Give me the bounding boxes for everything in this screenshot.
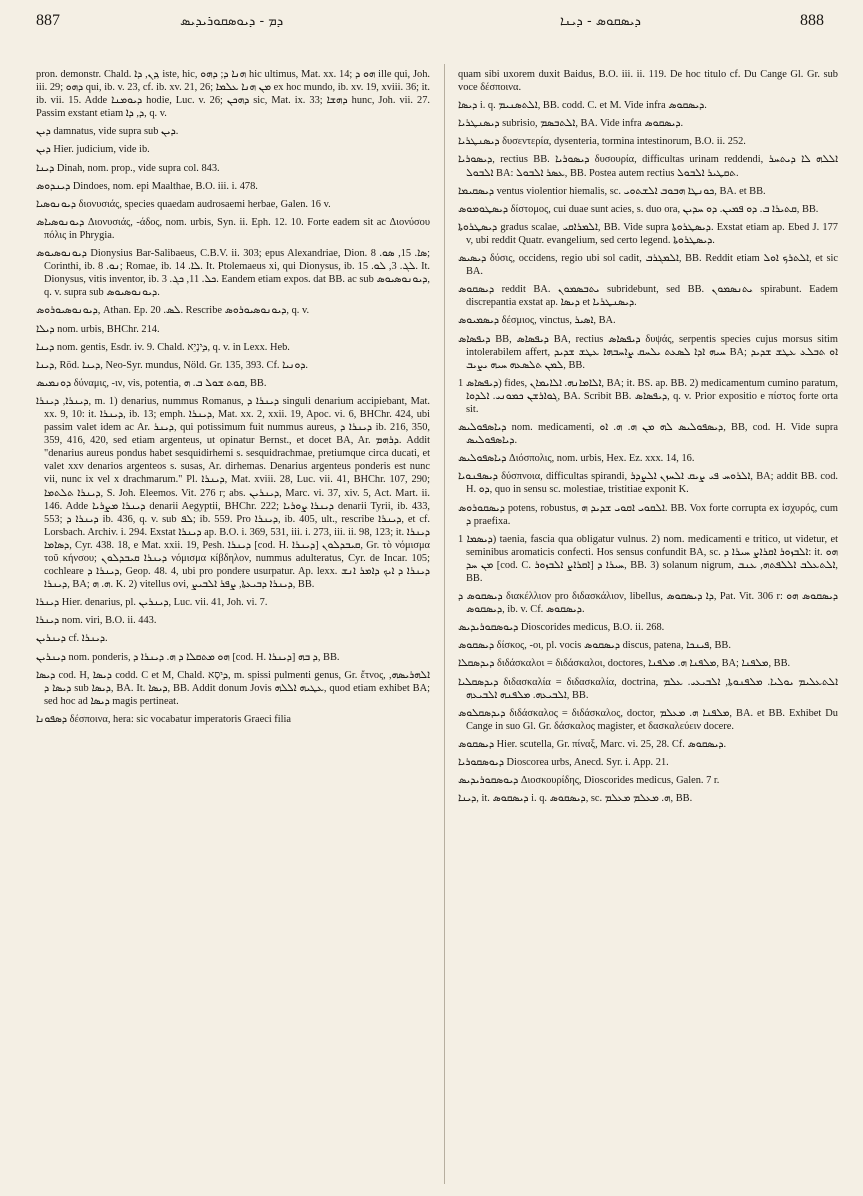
- dictionary-entry: ܕܣܦܘܢܐ δέσποινα, hera: sic vocabatur imperatoris Graeci filia: [36, 713, 292, 725]
- page-header: [0, 0, 863, 30]
- dictionary-entry: ܕܝܣܐ cod. H, ܕܝܣܐ codd. C et M, Chald. ܕִּיסָא, m. spissi pulmenti genus, Gr. ἔτνος, ܐܠܗܪܝܣܗ, ܕܝܣܐ ܕ sub ܕܝܣܐ, BA. It. ܕܝܣܐ, BB. Addit donum Jovis ܥܛܝܗ ܐܠܠܗ, quod etiam exhibet BA; sed hoc ad ܕܝܣܐ magis pertineat.: [36, 669, 430, 707]
- left-column: [36, 68, 430, 1178]
- dictionary-entry: ܕܝܢܐ Dinah, nom. prop., vide supra col. 843.: [36, 162, 220, 174]
- dictionary-entry: ܕܝܐܣܦܘܠܝܣ nom. medicamenti, ܕܝܣܦܘܠܝܣ ܠܗ ܡܢ ܗ. ܗ. ܐܘ, BB, cod. H. Vide supra ܕܝܐܣܦܘܠܝܣ.: [458, 422, 838, 447]
- dictionary-entry: ܕܝܢܐ nom. gentis, Esdr. iv. 9. Chald. ܕִּינָיֵא, q. v. in Lexx. Heb.: [36, 341, 290, 353]
- dictionary-entry: ܕܝܣܩܝܡܐ ventus violentior hiemalis, sc. ܟܘܢܛܐ ܗܒܘܒ ܐܠܫܬܘܝ, BA. et BB.: [458, 185, 766, 197]
- dictionary-entry: ܕܝܕܣܩܠܝܐ διδασκαλία = διδασκαλία, doctrina, ܐܠܬܥܠܝܡ ܝܘܠܝܐ. ܡܠܦܢܘܬܐ, ܐܠܒܝܥܝ. ܥܠܡ ܐܠܒܝܥܗ. ܡܠܦܢܗ ܐܠܒܝܥܗ, BB.: [458, 676, 838, 701]
- dictionary-entry: ܕܝܣܛܪܘܬܐ gradus scalae, ܐܠܡܪܐܩܝ, BB. Vide supra ܕܝܣܛܪܘܬܐ. Exstat etiam ap. Ebed J. 177 v, ubi reddit Quatr. evangelium, sed certo legend. ܕܝܣܛܪܘܬܐ.: [458, 221, 838, 246]
- dictionary-entry: ܕܝܘܣܩܘܪܝܕܝܣ Dioscorides medicus, B.O. ii. 268.: [458, 622, 665, 634]
- dictionary-entry: ܕܝܣܢܛܪܝܐ subrisio, ܐܠܬܒܣܡ, BA. Vide infra ܕܝܣܩܘܣ.: [458, 118, 684, 130]
- dictionary-entry: pron. demonstr. Chald. ܕܢ, ܕܐ, iste, hic, ܗܢܐ ܕ; ܕܗܘ hic ultimus, Mat. xx. 14; ܗܘ ܕ ille qui, Joh. iii. 29; ܕܗܘ qui, ib. v. 23, cf. ib. xv. 21, 26; ܡܢ ܗܢܐ ܥܠܡܐ ex hoc mundo, ib. xv. 19, xviii. 36; it. ib. vii. 15. Adde ܕܝܘܡܢܐ hodie, Luc. v. 26; ܕܗܟܢ sic, Mat. ix. 33; ܕܗܫܐ hunc, Joh. vii. 27. Passim exstant etiam ܕ, ܕܐ, q. v.: [36, 69, 430, 120]
- running-title-right: ܕܝܣܩܘܣ - ܕܝܢܐ: [560, 14, 641, 29]
- right-column: [458, 68, 838, 1178]
- dictionary-entry: ܕܝܣܘܪܝܐ, rectius BB. ܕܝܣܘܪܝܐ δυσουρία, difficultas urinam reddendi, ܐܠܠܗ ܠܐ ܕܝܬܚܪ ܐܠܒܘܠ BA: ܥܣܪ ܐܠܒܘܠ, BB. Postea autem rectius ܬܩܛܝܪ ܐܠܒܘܠ.: [458, 154, 838, 179]
- dictionary-entry: ܕܝܘܢܘܣܝܐ διονυσιάς, species quaedam audrosaemi herbae, Galen. 16 v.: [36, 198, 331, 210]
- dictionary-entry: ܕܝܐܣܦܘܠܝܣ Διόσπολις, nom. urbis, Hex. Ez. xxx. 14, 16.: [458, 453, 695, 465]
- dictionary-entry: ܕܝܢܐ, Röd. ܕܝܢܐ, Neo-Syr. mundus, Nöld. Gr. 135, 393. Cf. ܕܘܢܝܐ.: [36, 359, 308, 371]
- dictionary-entry: ܕܝܣܡܝܘܣ δέσμιος, vinctus, ܐܣܝܪ, BA.: [458, 315, 616, 327]
- dictionary-entry: ܕܝܣܩܘܣ reddit BA. ܝܬܒܣܡܘܢ subridebunt, sed BB. ܝܬܢܣܡܘܢ spirabunt. Eadem discrepantia exstat ap. ܕܝܣܐ et ܕܝܣܢܛܪܝܐ.: [458, 284, 838, 309]
- dictionary-entry: ܕܝܘܢܘܣܝܐܣ Διονυσιάς, -άδος, nom. urbis, Syn. ii. Eph. 12. 10. Forte eadem sit ac Διονύσου πόλις in Phrygia.: [36, 216, 430, 241]
- page-number-left: 887: [36, 12, 60, 29]
- dictionary-entry: ܕܝܣܝܣ δύσις, occidens, regio ubi sol cadit, ܐܠܡܓܪܒ, BB. Reddit etiam ܐܠܬܪܟ ܐܘܠ, et sic BA.: [458, 253, 838, 278]
- dictionary-entry: ܕܝܣܛܘܡܘܣ δίστομος, cui duae sunt acies, s. duo ora, ܩܬܝܪܐ ܒ. ܕܘ ܦܡܝܢ. ܕܘ ܚܕܝܢ, BB.: [458, 203, 819, 215]
- dictionary-entry: ܕܝܢܪܝܢ cf. ܕܝܢܪܐ.: [36, 633, 108, 645]
- dictionary-entry: ܕܝܣܩܘܣ Hier. scutella, Gr. πίναξ, Marc. vi. 25, 28. Cf. ܕܝܣܩܘܣ.: [458, 738, 727, 750]
- dictionary-entry: ܕܘܢܡܝܣ δύναμις, -ιν, vis, potentia, ܩܘܬ ܫܘܠ ܒ. ܗ, BB.: [36, 377, 267, 389]
- dictionary-entry: ܕܝܢܪܐ Hier. denarius, pl. ܕܝܢܪܝܢ, Luc. vii. 41, Joh. vi. 7.: [36, 597, 268, 609]
- dictionary-entry: ܕܝܘܣܩܘܪܝܕܝܣ Διοσκουρίδης, Dioscorides medicus, Galen. 7 r.: [458, 775, 720, 787]
- dictionary-entry: quam sibi uxorem duxit Baidus, B.O. iii. ii. 119. De hoc titulo cf. Du Cange Gl. Gr. sub voce δέσποινα.: [458, 69, 838, 94]
- dictionary-entry: ܕܝܣܩܘܪܘܣ potens, robustus, ܐܠܩܘܝ ܐܩܘܝ ܫܕܝܕ ܗ. BB. Vox forte corrupta ex ἰσχυρός, cum ܕ praefixa.: [458, 502, 838, 527]
- dictionary-entry: ܕܝܠܐ nom. urbis, BHChr. 214.: [36, 323, 160, 335]
- dictionary-entry: ܕܝܕܣܩܠܘܣ διδάσκαλος = διδάσκαλος, doctor, ܡܠܦܢܐ ܗ. ܡܥܠܡ, BA. et BB. Exhibet Du Cange in suo Gl. Gr. δάσκαλος magister, et δασκαλεύειν docere.: [458, 707, 838, 732]
- dictionary-entry: ܕܝܢܪܐ, ܕܝܢܪܐ, m. 1) denarius, nummus Romanus, ܕܝܢܪܐ ܕ singuli denarium accipiebant, Mat. xx. 9, 10: it. ܕܝܢܪܐ, ib. 13; emph. ܕܝܢܪܐ, Mat. xx. 2, xxii. 19, Apoc. vi. 6, BHChr. 424, ubi passim valet idem ac Ar. ܕܝܢܪ, qui potissimum fuit nummus aureus, ܕܝܢܪܐ ܕ ib. 216, 350, 359, 416, 420, sed etiam argenteus, ut opinatur Bernst., et docet BA, Ar. ܕܪܗܡ. Addit "denarius aureus pondus habet sesquidirhemi s. sesquidrachmae, pretiumque circa ducati, et valet xxv denarios argenteos s. susas, Ar. dirhemas. Denarius argenteus ponderis est nunc vii, nunc ix vel x drachmarum." Pl. ܕܝܢܪܐ, Mat. xviii. 28, Luc. vii. 41, BHChr. 107, 290; ܕܝܢܪܐ ܬܠܬܡܐ, S. Joh. Eleemos. Vit. 276 r; abs. ܕܝܢܪܝܢ, Marc. vi. 37, xiv. 5, Act. Mart. ii. 146. Adde ܕܝܢܪܐ ܡܨܪܝܐ denarii Aegyptii, BHChr. 222; ܕܝܢܪܐ ܨܘܪܝܐ denarii Tyrii, ib. 433, 553; ܕܝܢܪܐ ܕ ib. 436, q. v. sub ܠܦ; ib. 559. Pro ܕܝܢܪܐ, ib. 405, ult., rescribe ܕܝܢܪܐ, et cf. Lorsbach. Archiv. i. 294. Exstat ܕܝܢܪܐ ap. B.O. i. 369, 531, iii. i. 273, iii. ii. 98, 123; it. ܕܝܢܪܐ ܕܣܐܡܐ, Cyr. 438. 18, e Mat. xxii. 19, Pesh. ܕܝܢܪܐ [cod. H. ܕܝܢܪܐ] ܩܝܒܕܠܘܢ, Gr. τὸ νόμισμα τοῦ κήνσου; ܕܝܢܪܐ ܩܝܒܕܠܘܢ νόμισμα κίβδηλον, nummus adulteratus, Cyr. de Incar. 105; cochleare ܕܝܢܪܐ ܕ, Geop. 48. 4, ubi pro pondere usurpatur. Ap. lexx. ܕܝܢܪܐ ܕ ܐܝܟ ܕܐܡܪ ܐܢܫ ܕܝܢܪܐ, BA; ܗ. ܗ. K. 2) vitellus ovi, ܕܝܢܪܐ ܕܒܝܥܬܐ, ܨܦܪ ܐܠܒܝܨ, BB.: [36, 395, 430, 591]
- dictionary-entry: ܕܝܦܣܐܣ BB, ܕܝܦܣܐܣ BA, rectius ܕܝܦܣܐܣ δυψάς, serpentis species cujus morsus sitim intolerabilem affert, ܚܝܗ ܐܕܐ ܠܣܥܬ ܝܠܚܩ ܨܐܚܒܗܐ ܥܛܫ ܫܕܝܕ BA; ܐܘ ܬܒܠܥ ܥܛܫ ܫܕܝܕ ܠܡܢ ܬܠܣܥܗ ܚܝܗ ܝܨܝܒ, BB.: [458, 333, 838, 371]
- dictionary-entry: ܕܝܣܢܛܪܝܐ δυσεντερία, dysenteria, tormina intestinorum, B.O. ii. 252.: [458, 136, 746, 148]
- dictionary-entry: ܕܝܢܕܘܣ Dindoes, nom. epi Maalthae, B.O. iii. i. 478.: [36, 180, 258, 192]
- dictionary-entry: ܕܝܣܩܘܣ ܕ διακέλλιον pro διδασκάλιον, libellus, ܕܐ ܕܝܣܩܘܣ, Pat. Vit. 306 r: ܕܝܣܩܘܣ ܗܘ ܕܝܣܩܘܣ, ib. v. Cf. ܕܝܣܩܘܣ.: [458, 591, 838, 616]
- dictionary-entry: ܕܝܢܪܝܢ nom. ponderis, ܗܘ ܡܬܩܠܐ ܕ ܗ. ܕܝܢܪܐ ܕ [cod. H. ܕܝܢܪܐ] ܕ ܒܗ, BB.: [36, 651, 340, 663]
- dictionary-entry: ܕܝܣܐ i. q. ܐܠܬܣܢܝܡ, BB. codd. C. et M. Vide infra ܕܝܣܩܘܣ.: [458, 100, 707, 112]
- dictionary-entry: ܕܝܘܢܘܣܝܘܪܘܣ, Athan. Ep. ܠܣ. 20. Rescribe ܕܝܘܢܘܣܝܘܪܘܣ, q. v.: [36, 305, 310, 317]
- page-number-right: 888: [800, 12, 824, 29]
- column-divider: [444, 64, 445, 1184]
- dictionary-entry: ܕܝܘܣܩܘܪܝܐ Dioscorea urbs, Anecd. Syr. i. App. 21.: [458, 757, 669, 769]
- dictionary-entry: ܕܝܣܩܘܣ δίσκος, -οι, pl. vocis ܕܝܣܩܘܣ discus, patena, ܦܝܢܟܐ, BB.: [458, 640, 731, 652]
- dictionary-entry: ܕܝܦܣܐܣ 1) fides, ܐܠܐܡܐܢܗ. ܐܠܐܝܡܐܢ, BA; it. BS. ap. BB. 2) medicamentum cumino paratum, ܓܘܐܪܫܢ ܟܡܘܢܝ. ܐܠܕܘܐ, BA. Scribit BB. ܕܝܦܣܐܣ, q. v. Prior expositio e πίστος forte orta sit.: [458, 377, 838, 415]
- dictionary-entry: ܕܝܣܡܐ 1) taenia, fascia qua obligatur vulnus. 2) nom. medicamenti e tritico, ut videtur, et seminibus aromaticis confecti. Hos sensus confundit BA, sc. ܐܠܒܙܘܪ ܐܩܪܐܨ ܚܝܪܐ ܕ: it. ܗܘ ܡܢ ܚܕ [cod. C. ܐܩܪܐܨ ܐܠܒܙܘܪ] ܚܝܪܐ ܕ, BB. 3) solanum nigrum, ܐܠܬܥܠܒ ܐܠܠܦܬܗ, ܥܢܒ, BB.: [458, 533, 838, 584]
- running-title-left: ܕܡ - ܕܝܘܣܩܘܪܝܕܝܣ: [180, 14, 284, 29]
- dictionary-entry: ܕܝܢܪܐ nom. viri, B.O. ii. 443.: [36, 615, 157, 627]
- dictionary-entry: ܕܝܢ damnatus, vide supra sub ܕܝܢ.: [36, 126, 179, 138]
- dictionary-entry: ܕܝܢ Hier. judicium, vide ib.: [36, 144, 150, 156]
- dictionary-entry: ܕܝܣܦܢܘܝܐ δύσπνοια, difficultas spirandi, ܐܠܪܘܚ ܦܝ ܨܝܩ ܐܠܚܙܢ ܐܠܨܕܪ, BA; addit BB. cod. H. ܕܘ, quo in sensu sc. molestiae, tristitiae exponit K.: [458, 471, 838, 496]
- dictionary-entry: ܕܝܕܣܩܠܐ διδάσκαλοι = διδάσκαλοι, doctores, ܡܠܦܢܐ ܗ. ܡܠܦܢܐ, BA; ܡܠܦܢܐ, BB.: [458, 658, 791, 670]
- dictionary-entry: ܕܝܘܢܘܣܝܘܣ Dionysius Bar-Salibaeus, C.B.V. ii. 303; epus Alexandriae, Dion. ܣܐ. 15, ܣܘ. 8; Corinthi, ib. ܢܘ. 8; Romae, ib. ܠܐ. 14. It. Ptolemaeus xi, qui Dionysus, ib. ܠܓ. 3, ܠܘ. 15. It. Dionysus, vitis inventor, ib. ܟܠ. 11, ܟܓ. 3. Eandem etiam expos. dat BB. ac sub ܕܝܘܢܘܣܝܘܣ, q. v. supra sub ܕܝܘܢܘܣܝܘܣ.: [36, 248, 430, 299]
- dictionary-entry: ܕܝܢܐ, it. ܕܝܣܩܘܣ i. q. ܕܝܣܩܘܣ, sc. ܗ. ܡܥܠܡ ܡܥܠܡ, BB.: [458, 793, 693, 805]
